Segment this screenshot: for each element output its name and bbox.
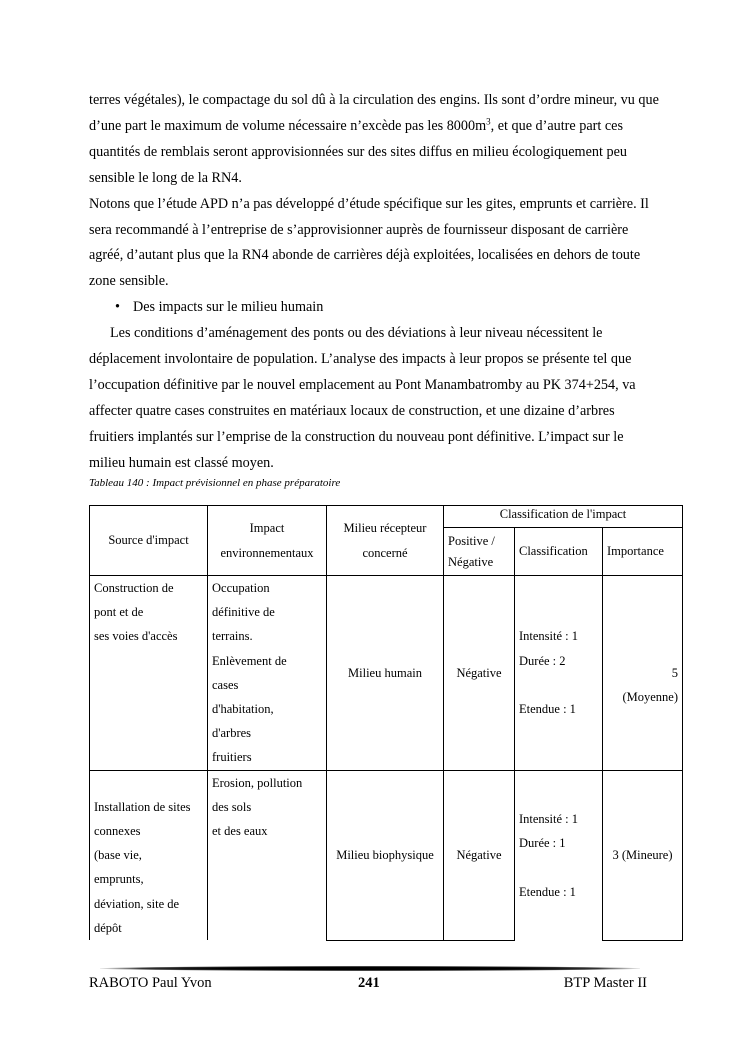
cell-source: Construction de pont et de ses voies d'accès bbox=[90, 576, 208, 771]
cell-importance: 5 (Moyenne) bbox=[603, 576, 683, 771]
cell-posneg: Négative bbox=[444, 770, 515, 940]
table-caption: Tableau 140 : Impact prévisionnel en phase préparatoire bbox=[89, 477, 341, 489]
paragraph bbox=[89, 88, 659, 192]
cell-milieu: Milieu biophysique bbox=[327, 770, 444, 940]
table-row bbox=[90, 576, 683, 771]
paragraph-text: terres végétales), le compactage du sol dû à la circulation des engins. Ils sont d’ordre mineur, vu que d’une part le maximum de volume nécessaire n’excède pas les 8000m bbox=[89, 92, 659, 134]
page-number: 241 bbox=[358, 975, 380, 991]
cell-impact: Erosion, pollution des sols et des eaux bbox=[208, 770, 327, 940]
cell-source: Installation de sites connexes (base vie, emprunts, déviation, site de dépôt bbox=[90, 770, 208, 940]
header-importance: Importance bbox=[603, 528, 683, 576]
header-classification-group: Classification de l'impact bbox=[444, 506, 683, 528]
table-header-row bbox=[90, 506, 683, 528]
cell-classification: Intensité : 1 Durée : 2 Etendue : 1 bbox=[515, 576, 603, 771]
cell-posneg: Négative bbox=[444, 576, 515, 771]
bullet-text: Des impacts sur le milieu humain bbox=[133, 299, 324, 316]
body-text bbox=[89, 88, 659, 477]
footer-program: BTP Master II bbox=[563, 975, 647, 991]
header-milieu: Milieu récepteur concerné bbox=[327, 506, 444, 576]
header-posneg: Positive / Négative bbox=[444, 528, 515, 576]
cell-impact: Occupation définitive de terrains. Enlèvement de cases d'habitation, d'arbres fruitiers bbox=[208, 576, 327, 771]
cell-classification: Intensité : 1 Durée : 1 Etendue : 1 bbox=[515, 770, 603, 940]
impact-table bbox=[89, 505, 683, 941]
table-row bbox=[90, 770, 683, 940]
bullet-item bbox=[89, 295, 659, 321]
paragraph: Les conditions d’aménagement des ponts ou des déviations à leur niveau nécessitent le déplacement involontaire de population. L’analyse des impacts à leur propos se présente tel que l’occupation définitive par le nouvel emplacement au Pont Manambatromby au PK 374+254, va affecter quatre cases construites en matériaux locaux de construction, et une dizaine d’arbres fruitiers implantés sur l’emprise de la construction du nouveau pont définitive. L’impact sur le milieu humain est classé moyen. bbox=[89, 325, 636, 471]
header-classification: Classification bbox=[515, 528, 603, 576]
footer-author: RABOTO Paul Yvon bbox=[89, 975, 212, 991]
superscript: 3 bbox=[486, 116, 491, 127]
paragraph: Notons que l’étude APD n’a pas développé d’étude spécifique sur les gites, emprunts et carrière. Il sera recommandé à l’entreprise de s’approvisionner auprès de fournisseur disposant de carrière agréé, d’autant plus que la RN4 abonde de carrières déjà exploitées, localisées en dehors de toute zone sensible. bbox=[89, 195, 649, 290]
footer-divider bbox=[100, 966, 640, 971]
header-source: Source d'impact bbox=[90, 506, 208, 576]
cell-milieu: Milieu humain bbox=[327, 576, 444, 771]
cell-importance: 3 (Mineure) bbox=[603, 770, 683, 940]
bullet-icon: • bbox=[115, 299, 120, 316]
header-impact: Impact environnementaux bbox=[208, 506, 327, 576]
paragraph-text: , et que d’autre part ces quantités de remblais seront approvisionnées sur des sites diffus en milieu écologiquement peu sensible le long de la RN4. bbox=[89, 117, 627, 186]
